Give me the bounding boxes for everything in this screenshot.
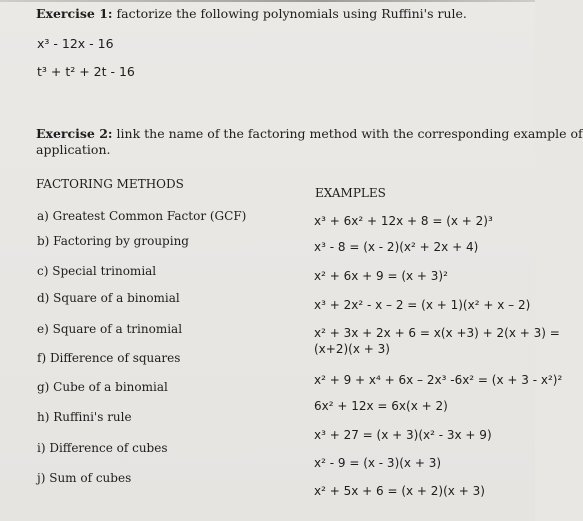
exercise-1-heading bbox=[36, 6, 467, 21]
polynomial-1: x³ - 12x - 16 bbox=[37, 36, 114, 51]
example-9: x² - 9 = (x - 3)(x + 3) bbox=[314, 456, 442, 470]
example-8: x³ + 27 = (x + 3)(x² - 3x + 9) bbox=[314, 428, 492, 442]
method-d: d) Square of a binomial bbox=[37, 291, 180, 305]
example-6: x² + 9 + x⁴ + 6x – 2x³ -6x² = (x + 3 - x²)² bbox=[314, 373, 563, 387]
method-h: h) Ruffini's rule bbox=[37, 410, 132, 424]
example-5: x² + 3x + 2x + 6 = x(x +3) + 2(x + 3) = bbox=[314, 326, 560, 340]
method-c: c) Special trinomial bbox=[37, 264, 157, 278]
example-10: x² + 5x + 6 = (x + 2)(x + 3) bbox=[314, 484, 485, 498]
exercise-2-instruction-cont: application. bbox=[36, 142, 111, 157]
example-3: x² + 6x + 9 = (x + 3)² bbox=[314, 269, 448, 283]
example-1: x³ + 6x² + 12x + 8 = (x + 2)³ bbox=[314, 214, 493, 228]
exercise-1-title: Exercise 1: bbox=[36, 6, 113, 21]
exercise-2-title: Exercise 2: bbox=[36, 126, 113, 141]
method-i: i) Difference of cubes bbox=[37, 441, 168, 455]
method-g: g) Cube of a binomial bbox=[37, 380, 168, 394]
example-2: x³ - 8 = (x - 2)(x² + 2x + 4) bbox=[314, 240, 479, 254]
example-4: x³ + 2x² - x – 2 = (x + 1)(x² + x – 2) bbox=[314, 298, 531, 312]
exercise-1-instruction: factorize the following polynomials using Ruffini's rule. bbox=[116, 6, 467, 21]
method-j: j) Sum of cubes bbox=[37, 471, 132, 485]
method-b: b) Factoring by grouping bbox=[37, 234, 189, 248]
page-top-edge bbox=[0, 0, 535, 2]
example-7: 6x² + 12x = 6x(x + 2) bbox=[314, 399, 448, 413]
exercise-2-heading bbox=[36, 126, 583, 141]
method-f: f) Difference of squares bbox=[37, 351, 181, 365]
examples-header: EXAMPLES bbox=[315, 186, 386, 200]
method-a: a) Greatest Common Factor (GCF) bbox=[37, 209, 247, 223]
polynomial-2: t³ + t² + 2t - 16 bbox=[37, 64, 135, 79]
method-e: e) Square of a trinomial bbox=[37, 322, 183, 336]
example-5-cont: (x+2)(x + 3) bbox=[314, 342, 390, 356]
exercise-2-instruction: link the name of the factoring method with the corresponding example of bbox=[116, 126, 583, 141]
methods-header: FACTORING METHODS bbox=[36, 177, 184, 191]
